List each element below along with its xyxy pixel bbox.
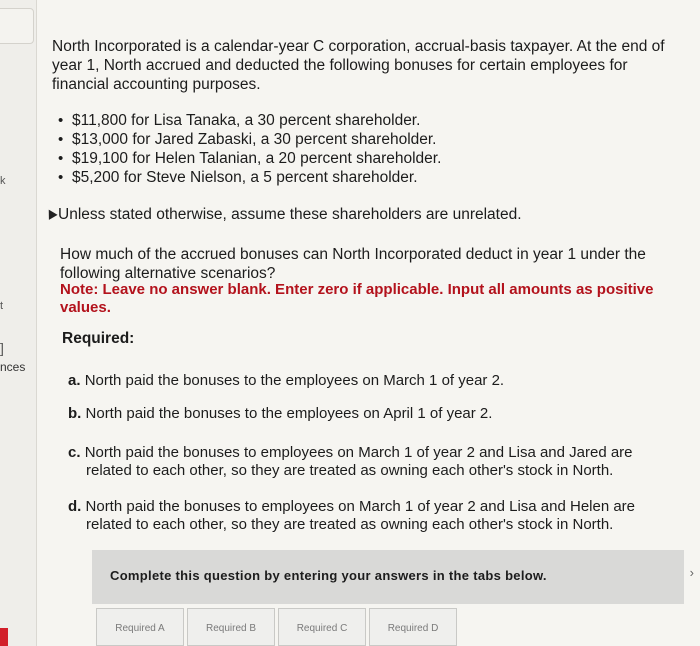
unless-text: Unless stated otherwise, assume these shareholders are unrelated. [58, 206, 522, 223]
bonus-list [62, 111, 441, 187]
scenario-b-letter: b. [68, 405, 82, 422]
scenario-c [68, 444, 658, 480]
scenario-b-text: North paid the bonuses to the employees on April 1 of year 2. [85, 405, 493, 422]
sidebar-references-label[interactable]: nces [0, 360, 26, 374]
mouse-cursor-icon [44, 207, 57, 220]
instructions-panel [92, 550, 684, 604]
sidebar-accent-bar [0, 628, 8, 646]
intro-paragraph: North Incorporated is a calendar-year C corporation, accrual-basis taxpayer. At the end of year 1, North accrued and deducted the following bonuses for certain employees for financial accounting purposes. [52, 38, 665, 93]
sidebar-mark-t: t [0, 300, 4, 312]
tab-required-a[interactable]: Required A [96, 608, 184, 646]
bonus-item-lisa: • $11,800 for Lisa Tanaka, a 30 percent shareholder. [62, 111, 441, 130]
scenario-a-letter: a. [68, 372, 81, 389]
sidebar-button[interactable] [0, 8, 34, 44]
bonus-item-steve: • $5,200 for Steve Nielson, a 5 percent shareholder. [62, 168, 441, 187]
scenario-c-letter: c. [68, 444, 81, 461]
scenario-b [68, 405, 658, 423]
sidebar-mark-bracket: ] [0, 340, 4, 356]
panel-instruction-text: Complete this question by entering your answers in the tabs below. [110, 568, 547, 583]
bonus-item-helen: • $19,100 for Helen Talanian, a 20 percent shareholder. [62, 149, 441, 168]
question-text: How much of the accrued bonuses can North Incorporated deduct in year 1 under the following alternative scenarios? [60, 246, 646, 282]
tab-required-b[interactable]: Required B [187, 608, 275, 646]
scenario-a-text: North paid the bonuses to the employees on March 1 of year 2. [84, 372, 505, 389]
tab-required-c[interactable]: Required C [278, 608, 366, 646]
scenario-d-text: North paid the bonuses to employees on March 1 of year 2 and Lisa and Helen are related to each other, so they are treated as owning each other's stock in North. [85, 498, 636, 533]
note-text: Note: Leave no answer blank. Enter zero if applicable. Input all amounts as positive values. [60, 281, 654, 316]
scenario-a [68, 372, 658, 390]
scenario-c-text: North paid the bonuses to employees on March 1 of year 2 and Lisa and Jared are related to each other, so they are treated as owning each other's stock in North. [84, 444, 633, 479]
scenario-d [68, 498, 658, 534]
scenario-d-letter: d. [68, 498, 82, 515]
left-sidebar [0, 0, 37, 646]
expand-icon[interactable]: › [689, 565, 694, 580]
sidebar-mark-k: k [0, 175, 6, 187]
unless-statement [46, 205, 522, 224]
bonus-item-jared: • $13,000 for Jared Zabaski, a 30 percent shareholder. [62, 130, 441, 149]
tab-required-d[interactable]: Required D [369, 608, 457, 646]
required-heading: Required: [62, 330, 135, 347]
